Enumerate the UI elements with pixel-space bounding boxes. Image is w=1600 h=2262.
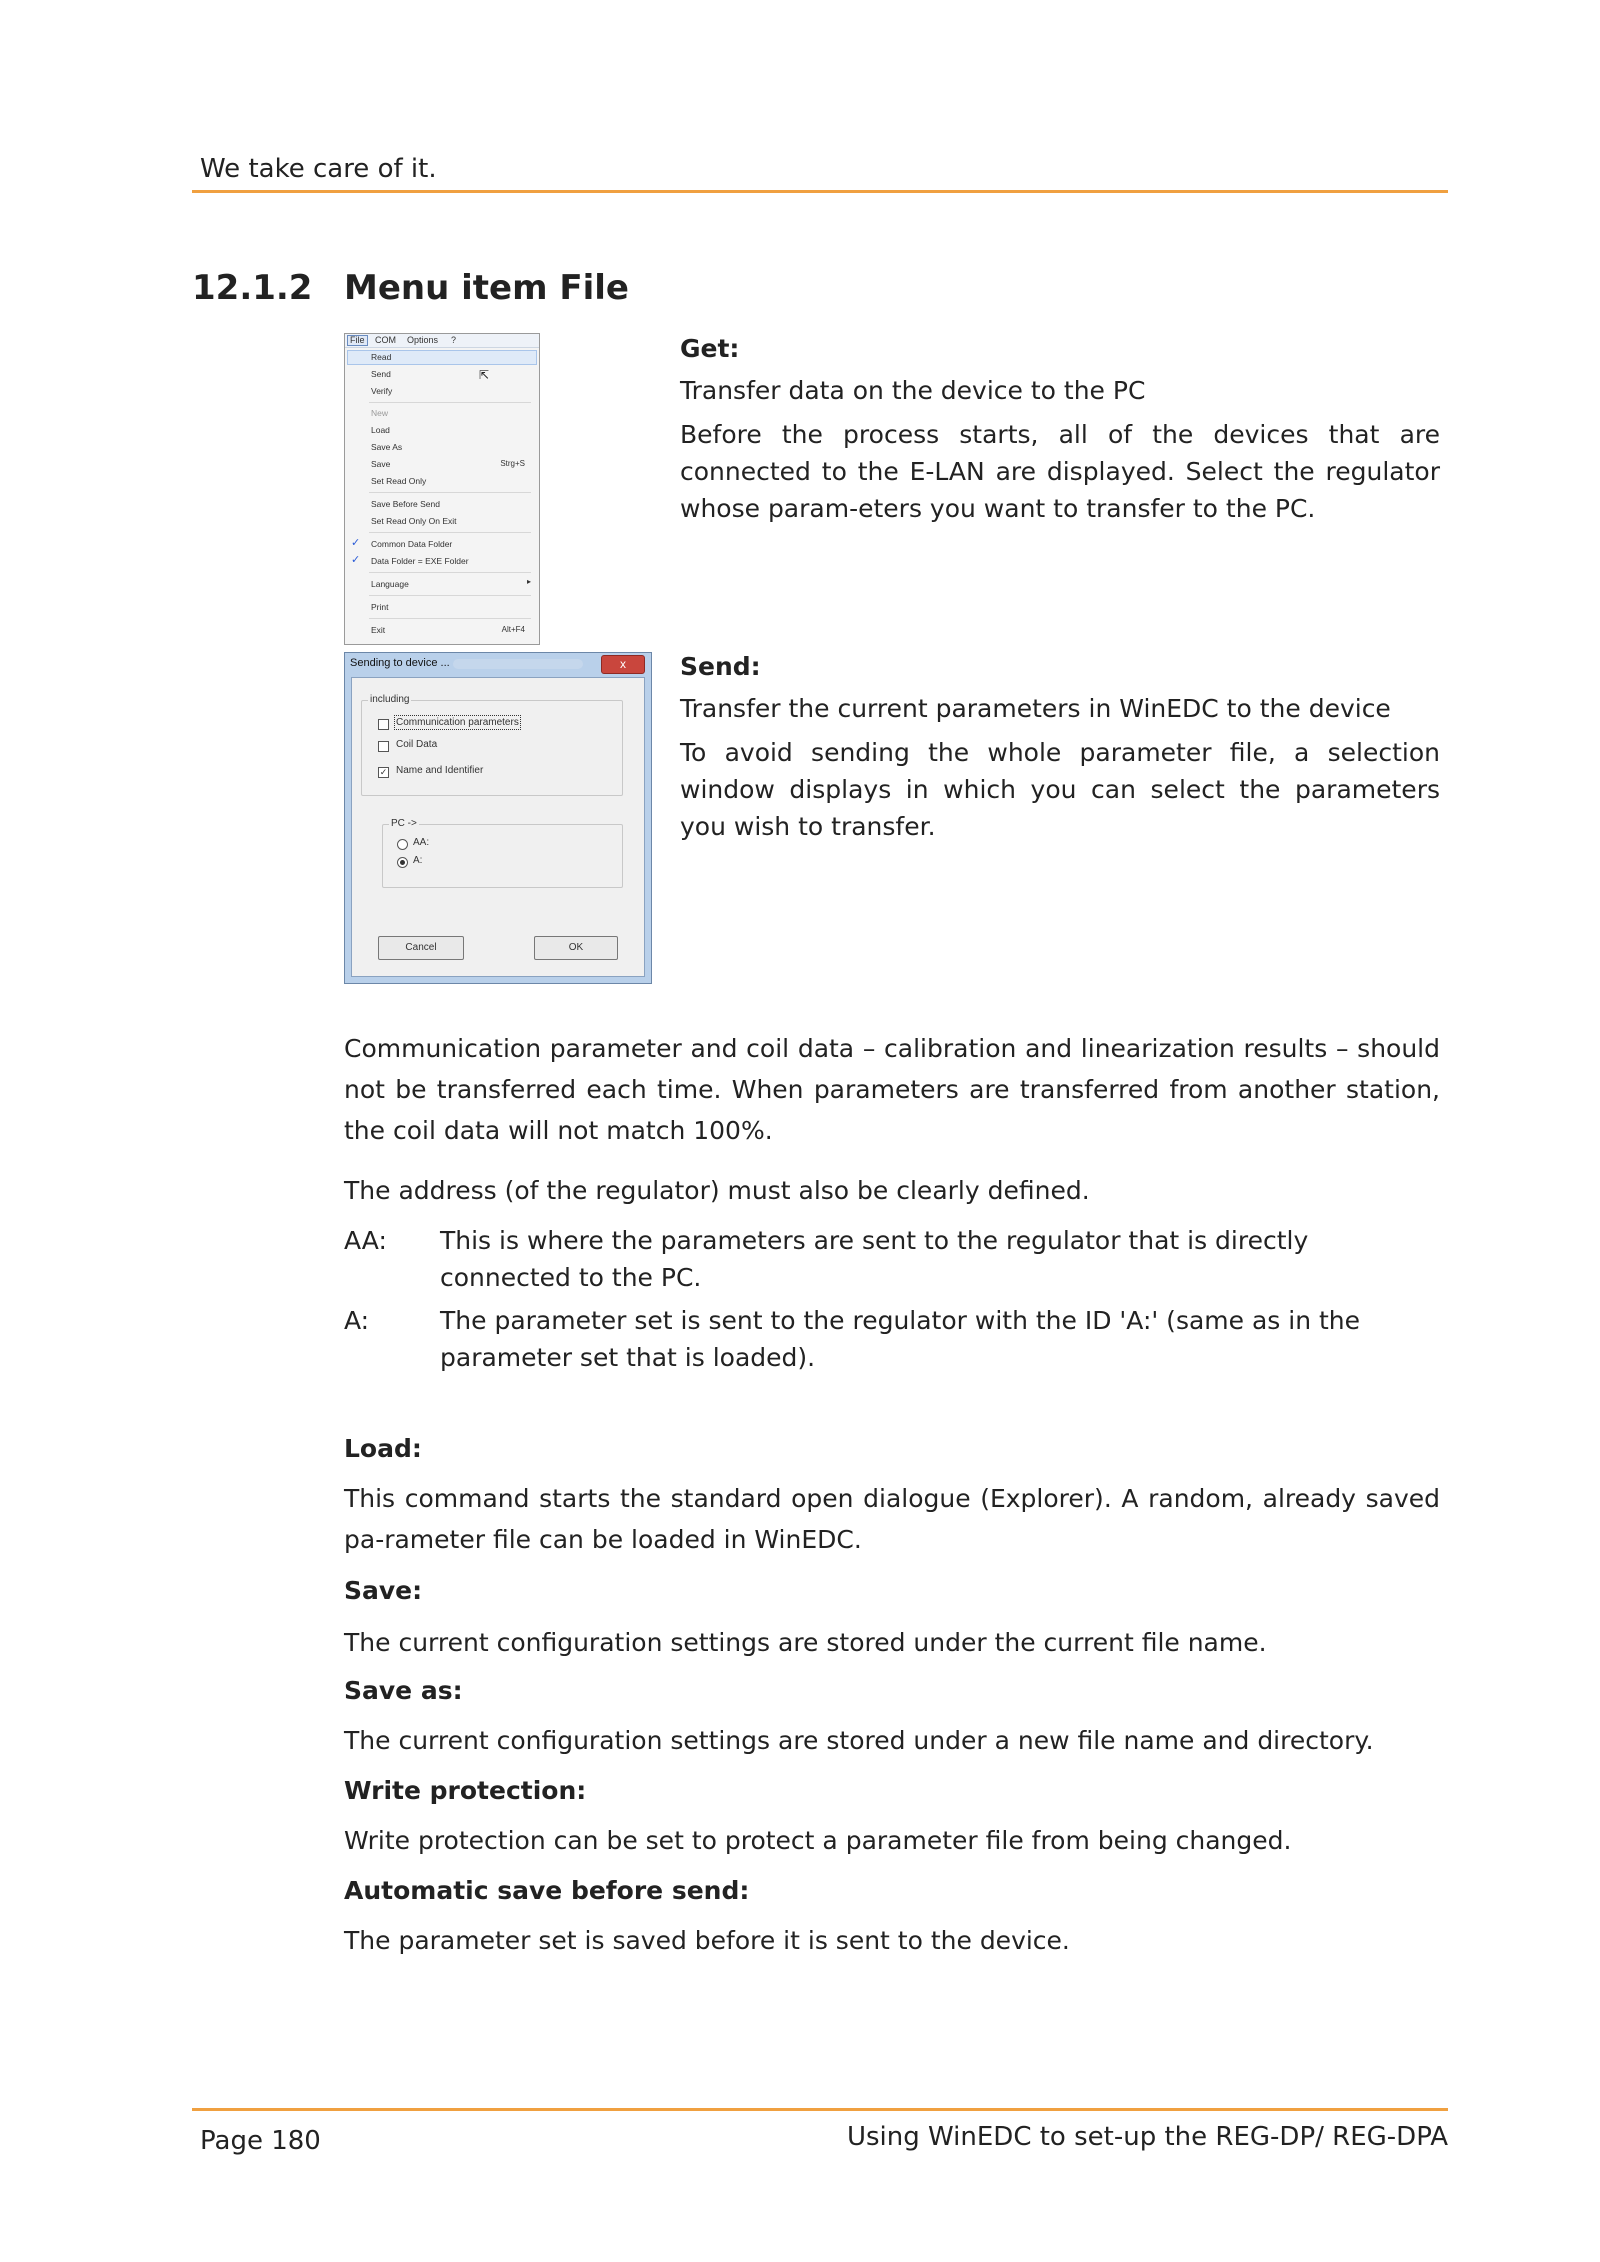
get-paragraph-1: Transfer data on the device to the PC [680, 376, 1146, 405]
close-icon: x [601, 655, 645, 674]
menu-separator [369, 595, 531, 596]
submenu-arrow-icon: ▸ [526, 577, 531, 586]
body-paragraph-1: Communication parameter and coil data – calibration and linearization results – should not be transferred each time. When parameters are transferred from another station, the coil data will not match 100%. [344, 1034, 1440, 1145]
menu-item-save-as: Save As [371, 442, 403, 452]
send-paragraph-2: To avoid sending the whole parameter file, a selection window displays in which you can select the parameters you wish to transfer. [680, 738, 1440, 841]
menu-bar [345, 334, 539, 348]
body-paragraph-2: The address (of the regulator) must also be clearly defined. [344, 1176, 1090, 1205]
write-protection-label: Write protection: [344, 1776, 587, 1805]
menu-shortcut-save: Strg+S [500, 459, 525, 468]
menu-item-exit: Exit [371, 625, 386, 635]
menu-item-save-before-send: Save Before Send [371, 499, 440, 509]
checkbox-coil [378, 741, 389, 752]
send-label: Send: [680, 652, 761, 681]
save-as-label: Save as: [344, 1676, 463, 1705]
save-text: The current configuration settings are stored under the current file name. [344, 1628, 1267, 1657]
menu-item-send: Send [371, 369, 391, 379]
menu-item-new: New [371, 408, 389, 418]
ok-button: OK [534, 936, 618, 960]
menu-com: COM [375, 335, 396, 345]
checkbox-name: ✓ [379, 767, 388, 777]
menu-separator [369, 492, 531, 493]
menu-item-read: Read [371, 352, 392, 362]
check-icon: ✓ [351, 554, 361, 566]
send-paragraph-1: Transfer the current parameters in WinEDC to the device [680, 694, 1391, 723]
option-communication: Communication parameters [396, 717, 519, 728]
radio-a [397, 857, 408, 868]
dialog-title: Sending to device ... [350, 657, 450, 669]
write-protection-text: Write protection can be set to protect a parameter file from being changed. [344, 1826, 1292, 1855]
term-a: A: [344, 1306, 370, 1335]
save-as-text: The current configuration settings are stored under a new file name and directory. [344, 1726, 1374, 1755]
header-rule [192, 190, 1448, 193]
get-label: Get: [680, 334, 740, 363]
menu-help: ? [451, 335, 457, 345]
including-label: including [370, 694, 410, 705]
menu-separator [369, 572, 531, 573]
menu-separator [369, 402, 531, 403]
menu-item-language: Language [371, 579, 409, 589]
menu-separator [369, 532, 531, 533]
auto-save-text: The parameter set is saved before it is sent to the device. [344, 1926, 1070, 1955]
menu-item-load: Load [371, 425, 390, 435]
menu-item-verify: Verify [371, 386, 393, 396]
sending-dialog-screenshot [344, 652, 652, 984]
menu-item-save: Save [371, 459, 391, 469]
auto-save-label: Automatic save before send: [344, 1876, 750, 1905]
save-label: Save: [344, 1576, 423, 1605]
menu-options: Options [407, 335, 439, 345]
radio-aa [397, 839, 408, 850]
menu-shortcut-exit: Alt+F4 [501, 625, 525, 634]
definition-aa: This is where the parameters are sent to the regulator that is directly connected to the PC. [440, 1226, 1309, 1292]
pc-group [382, 818, 623, 888]
checkbox-communication [378, 719, 389, 730]
mouse-cursor-icon: ⇱ [479, 368, 490, 382]
page-number: Page 180 [200, 2126, 321, 2156]
including-group [361, 694, 623, 796]
footer-rule [192, 2108, 1448, 2111]
term-aa: AA: [344, 1226, 387, 1255]
menu-item-print: Print [371, 602, 389, 612]
pc-label: PC -> [391, 818, 417, 829]
menu-item-set-read-only-exit: Set Read Only On Exit [371, 516, 457, 526]
definition-a: The parameter set is sent to the regulator with the ID 'A:' (same as in the parameter set that is loaded). [440, 1306, 1361, 1372]
dialog-body [351, 677, 645, 977]
menu-item-data-folder-exe: Data Folder = EXE Folder [371, 556, 469, 566]
load-label: Load: [344, 1434, 422, 1463]
dialog-title-blur [453, 659, 583, 669]
section-number: 12.1.2 [192, 268, 313, 308]
option-name: Name and Identifier [396, 765, 484, 776]
menu-item-common-data-folder: Common Data Folder [371, 539, 453, 549]
section-title: Menu item File [344, 268, 629, 308]
get-paragraph-2: Before the process starts, all of the devices that are connected to the E-LAN are displayed. Select the regulator whose param-eters you want to transfer to the PC. [680, 420, 1440, 523]
file-menu-screenshot [344, 333, 540, 645]
check-icon: ✓ [351, 537, 361, 549]
menu-item-set-read-only: Set Read Only [371, 476, 427, 486]
cancel-button: Cancel [378, 936, 464, 960]
menu-file: File [347, 335, 368, 346]
footer-title: Using WinEDC to set-up the REG-DP/ REG-DPA [846, 2122, 1448, 2152]
radio-a-label: A: [413, 855, 423, 866]
menu-separator [369, 618, 531, 619]
radio-aa-label: AA: [413, 837, 430, 848]
option-coil: Coil Data [396, 739, 438, 750]
header-tagline: We take care of it. [200, 154, 437, 184]
load-text: This command starts the standard open dialogue (Explorer). A random, already saved pa-rameter file can be loaded in WinEDC. [344, 1484, 1440, 1554]
